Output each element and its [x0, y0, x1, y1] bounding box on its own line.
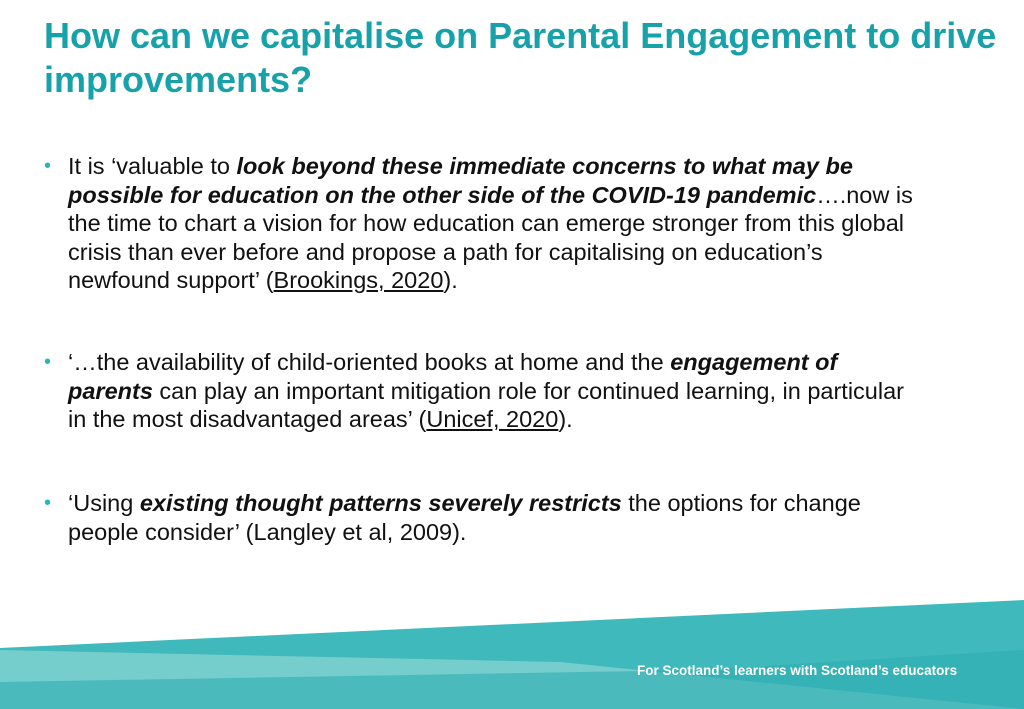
bullet-text: ).: [443, 267, 458, 293]
slide-title: How can we capitalise on Parental Engagement to drive improvements?: [44, 15, 997, 100]
bullet-text: the options for change people consider’ (Langley et al, 2009).: [68, 490, 861, 545]
bullet-item: [44, 348, 924, 434]
reference-link[interactable]: Unicef, 2020: [426, 406, 559, 432]
bullet-item: [44, 152, 924, 295]
footer-tagline: For Scotland’s learners with Scotland’s educators: [637, 663, 958, 678]
bullet-emphasis: look beyond these immediate concerns to what may be possible for education on the other side of the COVID-19 pandemic: [68, 153, 853, 208]
bullet-item: [44, 489, 924, 546]
bullet-dot-icon: •: [44, 155, 52, 177]
bullet-emphasis: existing thought patterns severely restricts: [139, 490, 622, 516]
bullet-dot-icon: •: [44, 351, 52, 373]
bullet-text: It is ‘valuable to: [68, 153, 237, 179]
bullet-emphasis: engagement of parents: [68, 349, 838, 404]
footer-wave-decoration: [0, 590, 1024, 709]
bullet-dot-icon: •: [44, 492, 52, 514]
bullet-text: ….now is the time to chart a vision for how education can emerge stronger from this global crisis than ever before and propose a path for capitalising on education’s newfound support’ (: [68, 181, 913, 293]
bullet-text: ‘…the availability of child-oriented books at home and the: [68, 349, 671, 375]
bullet-text: ).: [558, 406, 573, 432]
bullet-text: can play an important mitigation role for continued learning, in particular in the most disadvantaged areas’ (: [68, 377, 904, 432]
reference-link[interactable]: Brookings, 2020: [273, 267, 444, 293]
bullet-text: ‘Using: [68, 490, 140, 516]
